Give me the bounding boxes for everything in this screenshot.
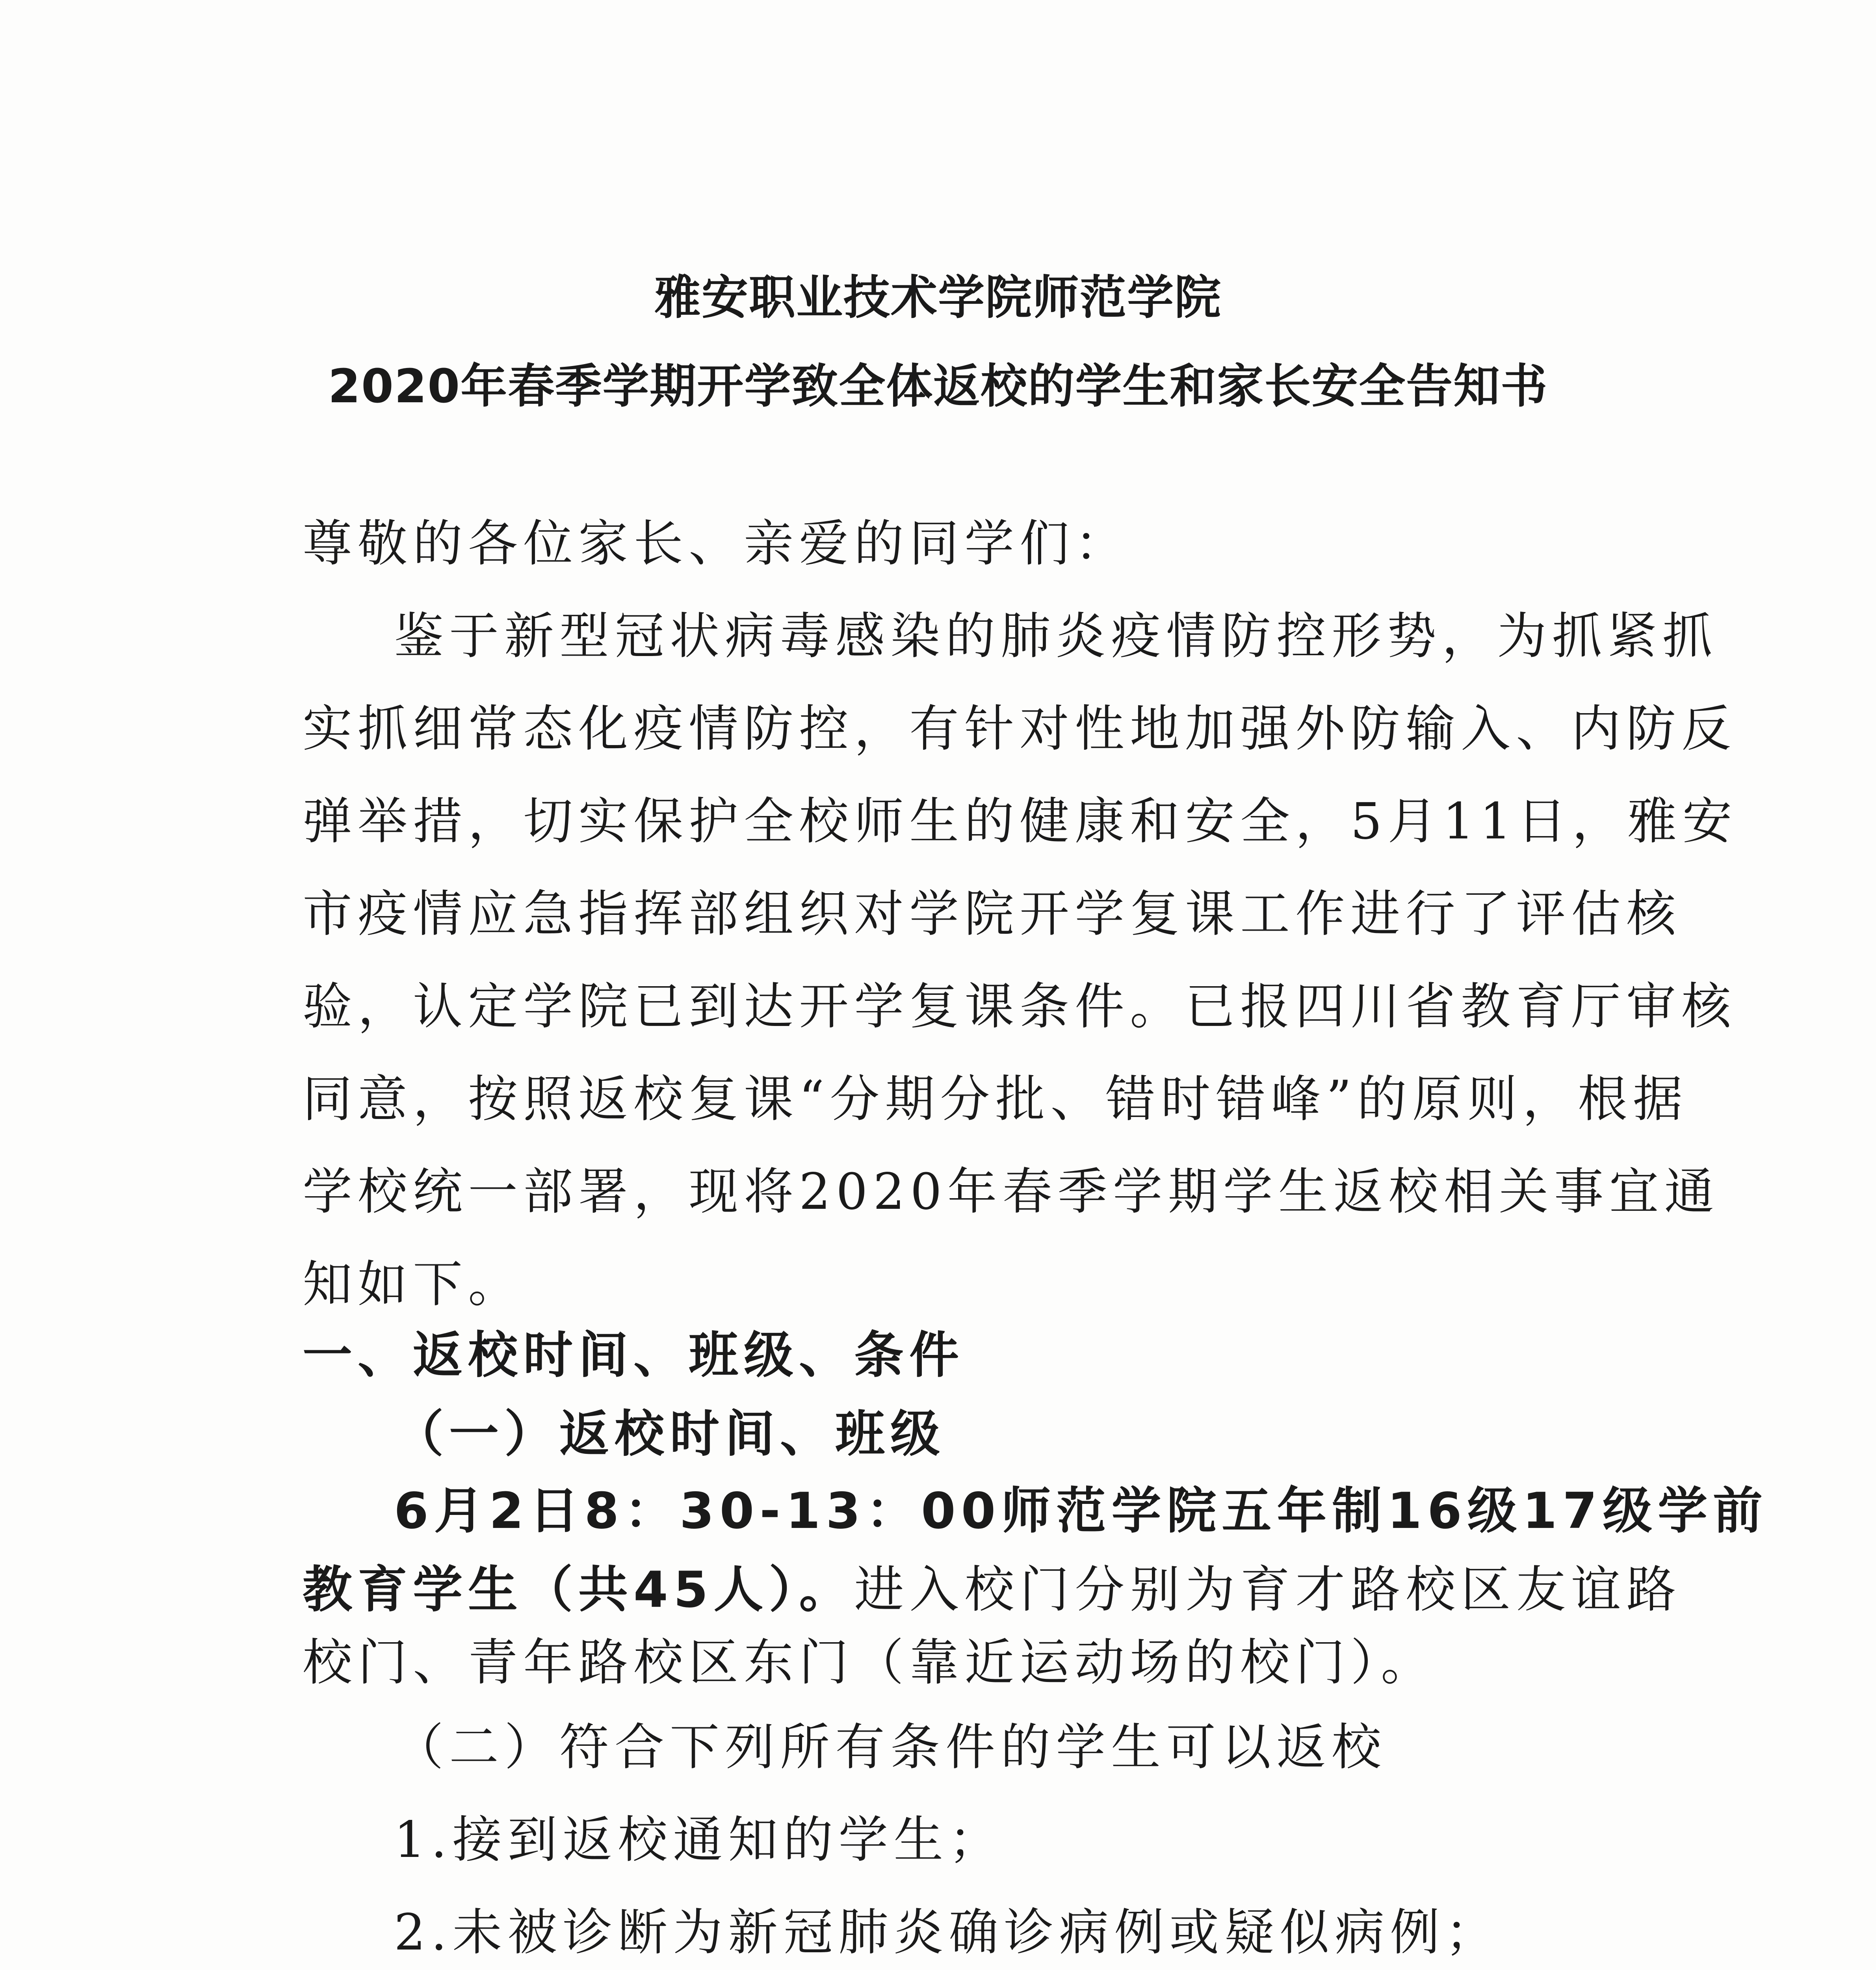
section1-heading: 一、返校时间、班级、条件 — [303, 1326, 964, 1384]
intro-line: 知如下。 — [303, 1255, 523, 1313]
condition-line: 1.接到返校通知的学生； — [394, 1811, 1004, 1869]
intro-line: 市疫情应急指挥部组织对学院开学复课工作进行了评估核 — [303, 885, 1681, 943]
subsection1-heading: （一）返校时间、班级 — [394, 1405, 945, 1463]
document-title-line1: 雅安职业技术学院师范学院 — [654, 270, 1222, 325]
schedule-line: 校门、青年路校区东门（靠近运动场的校门）。 — [303, 1634, 1436, 1691]
intro-line: 同意，按照返校复课“分期分批、错时错峰”的原则，根据 — [303, 1070, 1688, 1128]
schedule-line — [303, 1558, 1681, 1621]
intro-line: 弹举措，切实保护全校师生的健康和安全，5月11日，雅安 — [303, 792, 1738, 850]
intro-line: 鉴于新型冠状病毒感染的肺炎疫情防控形势，为抓紧抓 — [394, 607, 1718, 665]
document-title-line2: 2020年春季学期开学致全体返校的学生和家长安全告知书 — [328, 359, 1548, 413]
salutation: 尊敬的各位家长、亲爱的同学们： — [303, 515, 1130, 572]
schedule-emphasis: 教育学生（共45人）。 — [303, 1561, 854, 1619]
schedule-text: 进入校门分别为育才路校区友谊路 — [854, 1561, 1682, 1619]
schedule-line: 6月2日8：30-13：00师范学院五年制16级17级学前 — [394, 1482, 1768, 1540]
condition-line: 2.未被诊断为新冠肺炎确诊病例或疑似病例； — [394, 1903, 1501, 1961]
intro-line: 实抓细常态化疫情防控，有针对性地加强外防输入、内防反 — [303, 700, 1737, 758]
intro-line: 学校统一部署，现将2020年春季学期学生返校相关事宜通 — [303, 1163, 1720, 1221]
intro-line: 验，认定学院已到达开学复课条件。已报四川省教育厅审核 — [303, 978, 1737, 1035]
subsection2-heading: （二）符合下列所有条件的学生可以返校 — [394, 1718, 1387, 1776]
